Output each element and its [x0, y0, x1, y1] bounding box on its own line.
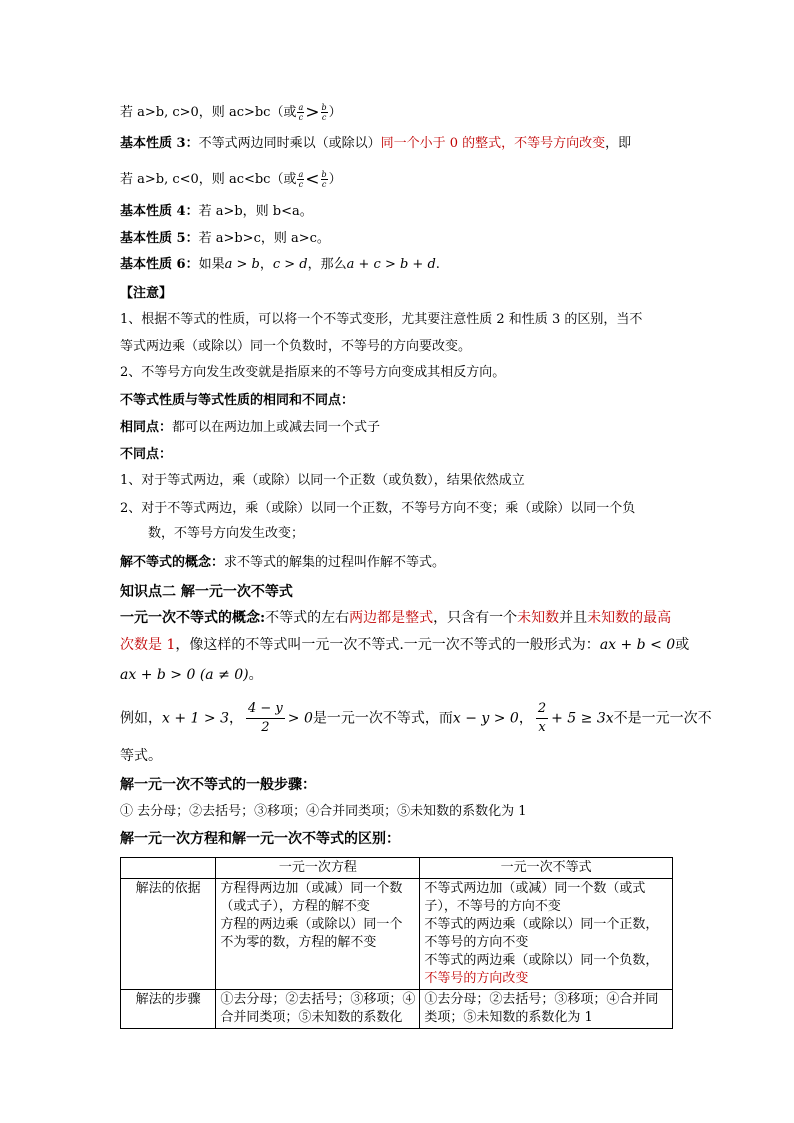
knowledge-point-heading: 知识点二 解一元一次不等式	[120, 584, 293, 600]
text: 例如，	[120, 710, 162, 727]
text: 是一元一次不等式，而	[312, 710, 453, 727]
table-row	[121, 990, 673, 1029]
property-label: 基本性质 4：	[120, 204, 199, 219]
text: ，即	[605, 136, 632, 151]
numerator: b	[321, 103, 327, 112]
text: 都可以在两边加上或减去同一个式子	[172, 420, 381, 435]
table-header-cell: 一元一次方程	[216, 858, 420, 879]
property-label: 基本性质 6：	[120, 257, 199, 272]
steps-heading: 解一元一次不等式的一般步骤：	[120, 777, 316, 793]
note1-line-a: 1、根据不等式的性质，可以将一个不等式变形，尤其要注意性质 2 和性质 3 的区别，当不	[120, 312, 643, 327]
math-expression: c > d	[272, 257, 308, 272]
numerator: 4 − y	[246, 700, 285, 719]
equation-steps-cell	[216, 990, 420, 1029]
fraction-a-over-c	[297, 103, 304, 122]
text: 若 a>b，则 b<a。	[198, 204, 313, 219]
property3-example-line	[120, 170, 342, 189]
highlighted-text: 同一个小于 0 的整式，不等号方向改变	[380, 136, 606, 151]
property-label: 基本性质 5：	[120, 231, 199, 246]
property5-line	[120, 230, 330, 248]
table-header-cell: 一元一次不等式	[420, 858, 673, 879]
difference2-line-a: 2、对于不等式两边，乘（或除）以同一个正数，不等号方向不变；乘（或除）以同一个负	[120, 501, 636, 516]
highlighted-cell-text: 不等号的方向改变	[424, 971, 529, 986]
text: 如果	[198, 257, 225, 272]
text: 求不等式的解集的过程叫作解不等式。	[224, 555, 446, 570]
note-heading: 【注意】	[120, 286, 173, 301]
row-label: 解法的依据	[121, 879, 216, 990]
text: 或	[675, 637, 690, 653]
text: 并且	[559, 610, 588, 626]
text: ，只含有一个	[433, 610, 518, 626]
math-expression: ax + b > 0 (a ≠ 0)	[120, 667, 249, 683]
text: 不是一元一次不	[613, 710, 712, 727]
difference2-line-b: 数，不等号方向发生改变；	[148, 526, 305, 541]
text: 不等式的左右	[265, 610, 350, 626]
highlighted-text: 未知数的最高	[587, 610, 672, 626]
fraction-4-minus-y-over-2	[246, 700, 285, 737]
different-point-label: 不同点：	[120, 447, 173, 462]
fraction-b-over-c	[321, 170, 328, 189]
text: ，那么	[307, 257, 347, 272]
solve-definition-line	[120, 554, 445, 572]
equation-basis-cell	[216, 879, 420, 990]
cell-text: 不为零的数，方程的解不变	[220, 935, 377, 950]
difference-table-heading: 解一元一次方程和解一元一次不等式的区别：	[120, 831, 400, 847]
steps-line: ① 去分母；②去括号；③移项；④合并同类项；⑤未知数的系数化为 1	[120, 804, 527, 819]
denominator: c	[321, 113, 327, 122]
relation-symbol: >	[305, 102, 320, 123]
comparison-table	[120, 857, 673, 1029]
highlighted-text: 未知数	[517, 610, 560, 626]
inequality-basis-cell	[420, 879, 673, 990]
cell-text: ①去分母；②去括号；③移项；④	[220, 992, 416, 1007]
property2-example-line	[120, 103, 342, 122]
cell-text: 不等式的两边乘（或除以）同一个正数，	[424, 917, 659, 932]
label: 一元一次不等式的概念:	[120, 610, 266, 626]
denominator: c	[321, 180, 327, 189]
example-line-end: 等式。	[120, 748, 162, 764]
label: 相同点：	[120, 420, 173, 435]
fraction-a-over-c	[297, 170, 304, 189]
text: ）	[328, 105, 342, 120]
cell-text: 方程的两边乘（或除以）同一个	[220, 917, 403, 932]
numerator: 2	[536, 700, 548, 719]
math-expression: ax + b < 0	[599, 637, 676, 653]
text: .	[435, 257, 440, 272]
text: ，	[228, 710, 243, 727]
fraction-2-over-x	[536, 700, 548, 737]
text: ，	[518, 710, 533, 727]
difference1-line: 1、对于等式两边，乘（或除）以同一个正数（或负数），结果依然成立	[120, 473, 525, 488]
text: ）	[328, 172, 342, 187]
text: 若 a>b>c，则 a>c。	[198, 231, 330, 246]
numerator: a	[298, 103, 304, 112]
relation-symbol: <	[305, 169, 320, 190]
table-header-cell	[121, 858, 216, 879]
cell-text: 不等式两边加（或减）同一个数（或式	[424, 881, 646, 896]
text: 若 a>b, c<0，则 ac<bc（或	[120, 172, 297, 187]
table-header-row	[121, 858, 673, 879]
cell-text: ①去分母；②去括号；③移项；④合并同	[424, 992, 659, 1007]
property3-line	[120, 135, 631, 153]
definition-line3	[120, 666, 263, 684]
math-expression: x − y > 0	[452, 710, 519, 727]
text: 若 a>b, c>0，则 ac>bc（或	[120, 105, 297, 120]
cell-text: 合并同类项；⑤未知数的系数化	[220, 1010, 403, 1025]
denominator: 2	[261, 720, 270, 735]
numerator: b	[321, 170, 327, 179]
comparison-heading: 不等式性质与等式性质的相同和不同点：	[120, 393, 355, 408]
property-label: 基本性质 3：	[120, 136, 199, 151]
math-expression: > 0	[287, 710, 313, 727]
text: ，像这样的不等式叫一元一次不等式.一元一次不等式的一般形式为：	[175, 637, 600, 653]
text: ，	[259, 257, 273, 272]
note1-line-b: 等式两边乘（或除以）同一个负数时，不等号的方向要改变。	[120, 339, 472, 354]
cell-text: （或式子），方程的解不变	[220, 899, 370, 914]
cell-text: 方程得两边加（或减）同一个数	[220, 881, 403, 896]
denominator: c	[298, 180, 304, 189]
highlighted-text: 两边都是整式	[349, 610, 434, 626]
same-point-line	[120, 419, 380, 437]
text: 。	[248, 667, 263, 683]
text: 不等式两边同时乘以（或除以）	[198, 136, 381, 151]
cell-text: 不等式的两边乘（或除以）同一个负数，	[424, 953, 659, 968]
property6-line	[120, 256, 440, 274]
fraction-b-over-c	[321, 103, 328, 122]
cell-text: 子），不等号的方向不变	[424, 899, 561, 914]
definition-line2	[120, 636, 689, 654]
cell-text: 不等号的方向不变	[424, 935, 529, 950]
math-expression: a + c > b + d	[346, 257, 436, 272]
note2-line: 2、不等号方向发生改变就是指原来的不等号方向变成其相反方向。	[120, 365, 506, 380]
cell-text: 类项；⑤未知数的系数化为 1	[424, 1010, 593, 1025]
math-expression: a > b	[224, 257, 260, 272]
row-label: 解法的步骤	[121, 990, 216, 1029]
definition-line1	[120, 609, 671, 627]
denominator: x	[538, 720, 546, 735]
example-line	[120, 700, 712, 737]
math-expression: x + 1 > 3	[162, 710, 229, 727]
numerator: a	[298, 170, 304, 179]
table-row	[121, 879, 673, 990]
math-expression: + 5 ≥ 3x	[551, 710, 614, 727]
highlighted-text: 次数是 1	[120, 637, 176, 653]
property4-line	[120, 203, 313, 221]
label: 解不等式的概念：	[120, 555, 225, 570]
denominator: c	[298, 113, 304, 122]
inequality-steps-cell	[420, 990, 673, 1029]
